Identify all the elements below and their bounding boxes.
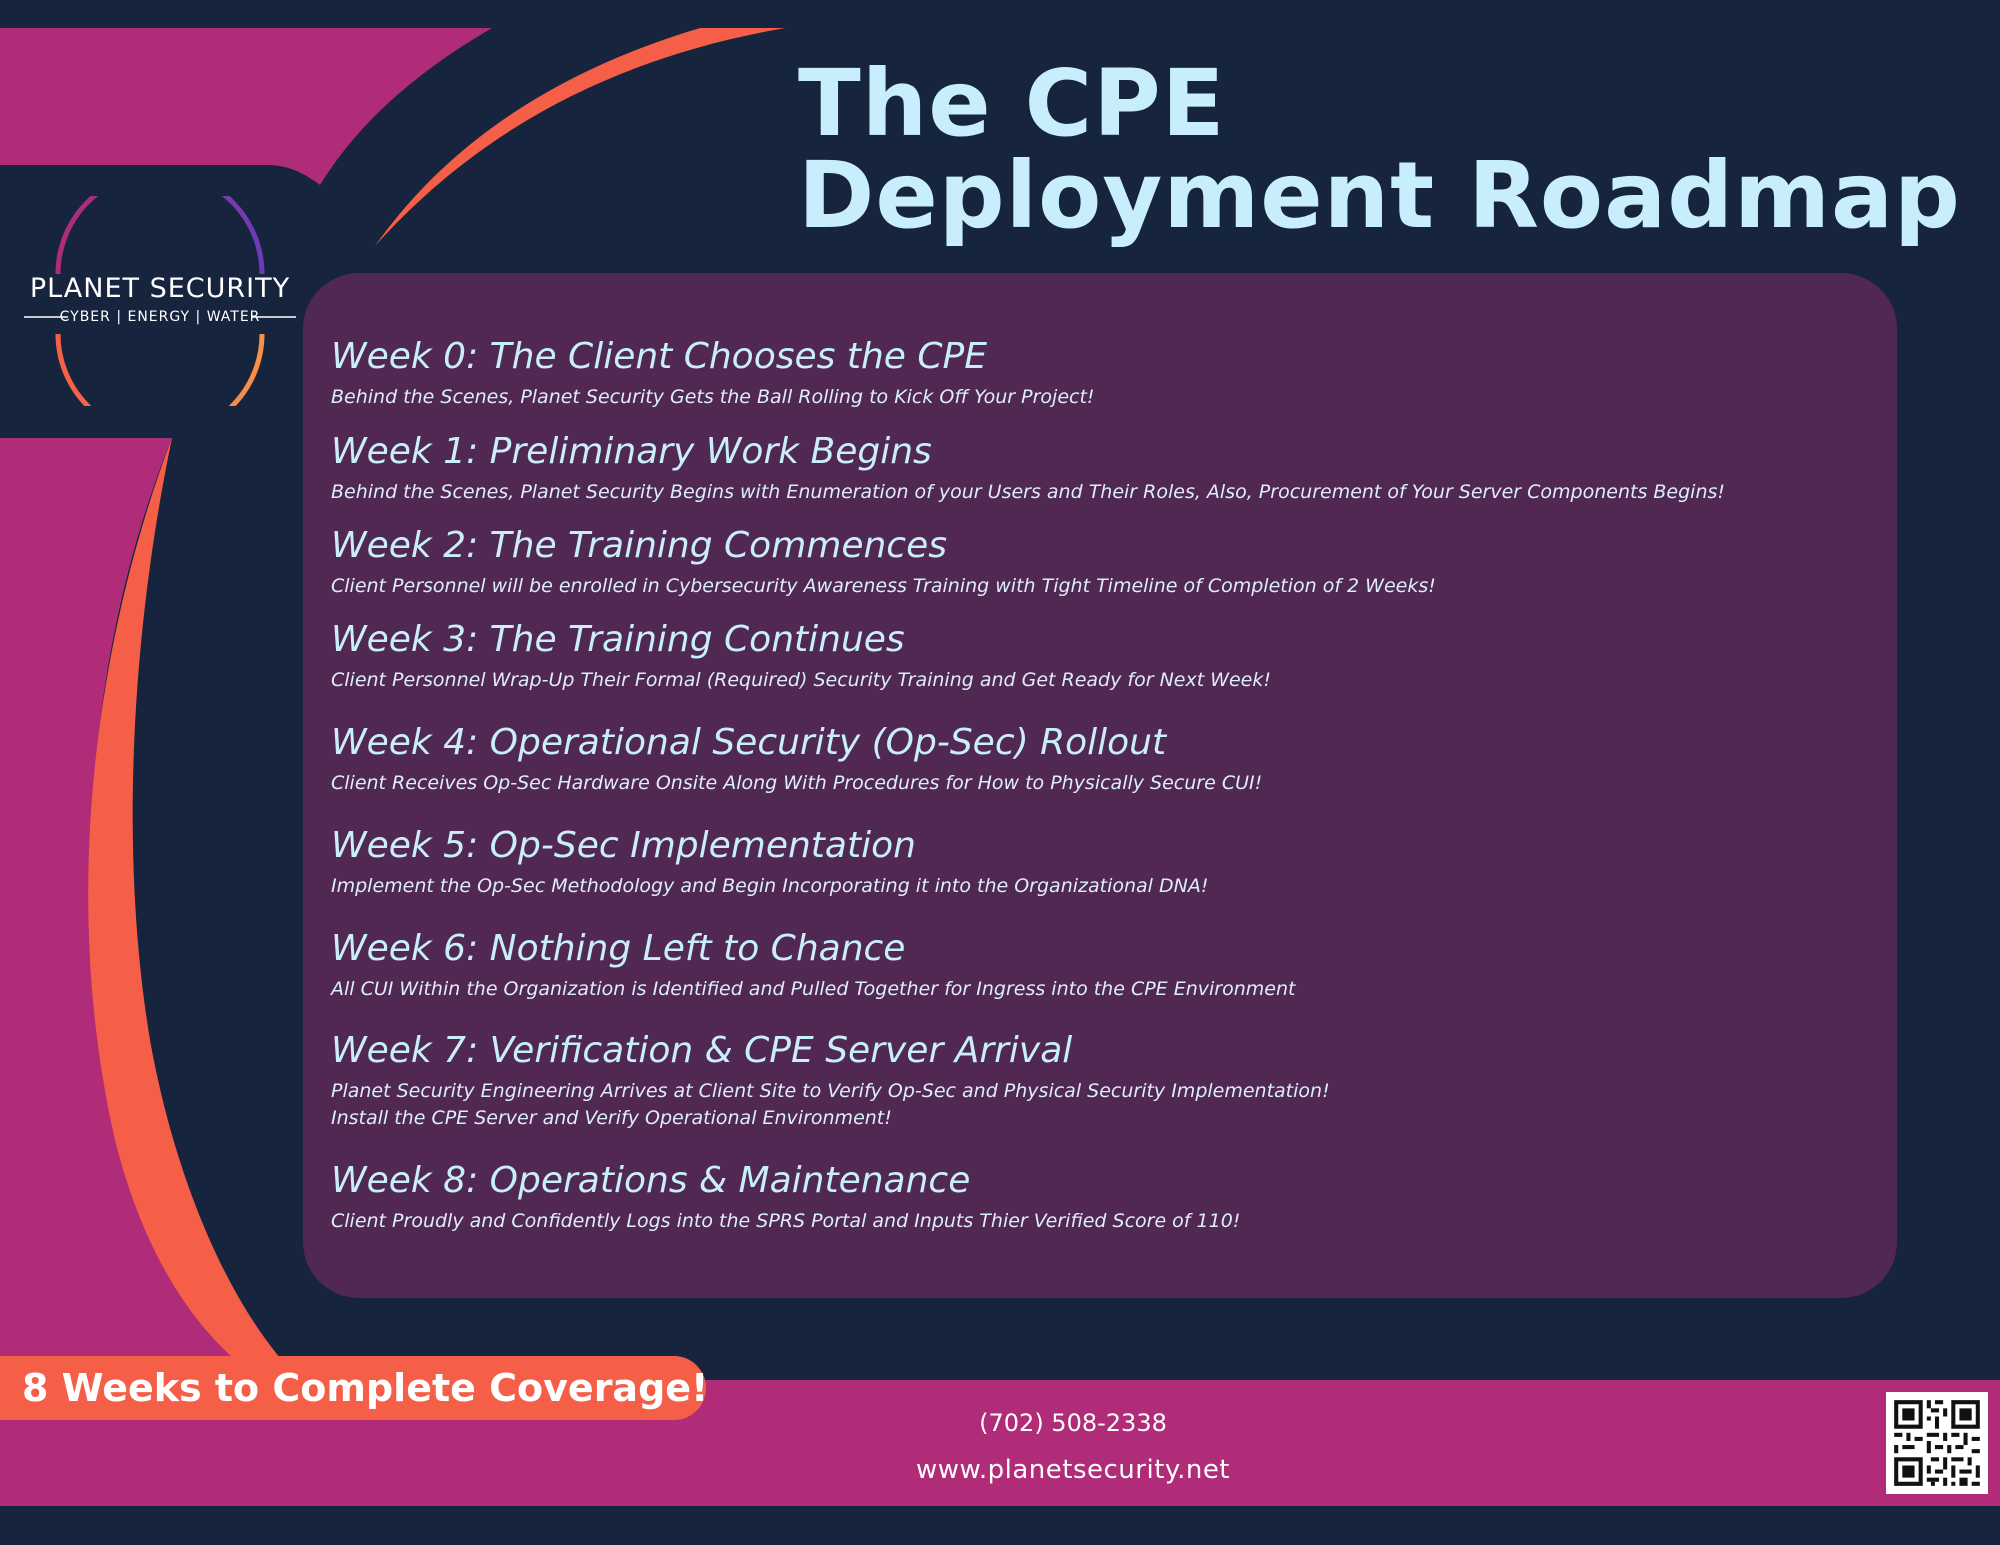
- title-line-2: Deployment Roadmap: [798, 142, 1961, 249]
- top-magenta-swoosh: [0, 28, 492, 185]
- week-8-item: [331, 1160, 1240, 1235]
- week-title: Week 0: The Client Chooses the CPE: [331, 336, 987, 377]
- footer-phone[interactable]: (702) 508-2338: [979, 1409, 1167, 1437]
- logo-brand-name: PLANET SECURITY: [29, 273, 291, 304]
- week-title: Week 4: Operational Security (Op-Sec) Rollout: [331, 722, 1167, 763]
- week-description: Behind the Scenes, Planet Security Begins with Enumeration of your Users and Their Roles, Also, Procurement of Your Server Components Begins!: [331, 481, 1726, 503]
- week-title: Week 8: Operations & Maintenance: [331, 1160, 971, 1201]
- page-title: [798, 50, 1961, 249]
- week-title: Week 7: Verification & CPE Server Arrival: [331, 1030, 1073, 1071]
- week-4-item: [331, 722, 1262, 797]
- week-description: Implement the Op-Sec Methodology and Begin Incorporating it into the Organizational DNA!: [331, 875, 1209, 897]
- qr-code-icon[interactable]: [1886, 1392, 1988, 1494]
- qr-code-graphic: [1886, 1392, 1988, 1494]
- week-description: Client Personnel Wrap-Up Their Formal (Required) Security Training and Get Ready for Next Week!: [331, 669, 1271, 691]
- week-title: Week 6: Nothing Left to Chance: [331, 928, 906, 969]
- week-0-item: [331, 336, 1095, 411]
- week-3-item: [331, 619, 1271, 694]
- week-description: All CUI Within the Organization is Identified and Pulled Together for Ingress into the CPE Environment: [331, 978, 1296, 1000]
- week-title: Week 1: Preliminary Work Begins: [331, 431, 932, 472]
- footer-website-link[interactable]: www.planetsecurity.net: [915, 1455, 1231, 1485]
- week-6-item: [331, 928, 1295, 1003]
- week-description: Client Personnel will be enrolled in Cybersecurity Awareness Training with Tight Timeline of Completion of 2 Weeks!: [331, 575, 1436, 597]
- week-2-item: [331, 525, 1436, 600]
- week-description: Client Receives Op-Sec Hardware Onsite Along With Procedures for How to Physically Secure CUI!: [331, 772, 1263, 794]
- week-title: Week 5: Op-Sec Implementation: [331, 825, 916, 866]
- week-description-2: Install the CPE Server and Verify Operational Environment!: [331, 1107, 892, 1129]
- week-title: Week 3: The Training Continues: [331, 619, 905, 660]
- title-line-1: The CPE: [798, 50, 1226, 157]
- week-description: Planet Security Engineering Arrives at Client Site to Verify Op-Sec and Physical Security Implementation!: [331, 1080, 1330, 1102]
- week-title: Week 2: The Training Commences: [331, 525, 948, 566]
- week-7-item: [331, 1030, 1330, 1132]
- week-5-item: [331, 825, 1208, 900]
- week-1-item: [331, 431, 1725, 506]
- week-description: Behind the Scenes, Planet Security Gets the Ball Rolling to Kick Off Your Project!: [331, 386, 1095, 408]
- logo-tagline: CYBER | ENERGY | WATER: [59, 309, 261, 325]
- coverage-badge-text: 8 Weeks to Complete Coverage!: [22, 1366, 709, 1410]
- planet-security-logo: [10, 196, 310, 406]
- week-description: Client Proudly and Confidently Logs into the SPRS Portal and Inputs Thier Verified Score of 110!: [331, 1210, 1241, 1232]
